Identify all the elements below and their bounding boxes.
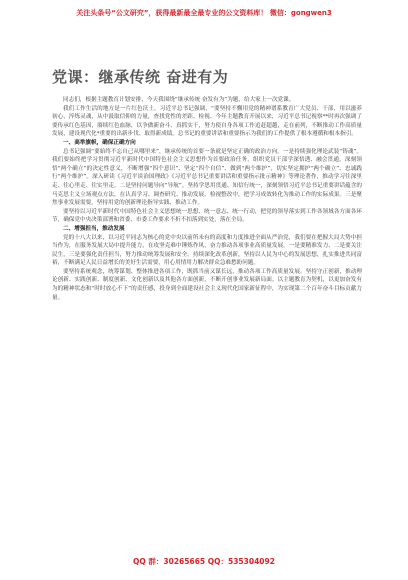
document-body [52,96,362,302]
document-title: 党课：继承传统 奋进有为 [52,68,229,86]
body-paragraph: 要坚持以习近平新时代中国特色社会主义思想统一思想、统一意志、统一行动，把党的领导落实到工作各领域各方面各环节，确保党中央决策部署和省委、市委工作要求不折不扣落到实处，落在全局。 [52,208,362,224]
promo-banner: 关注头条号“公文研究”，获得最新最全最专业的公文资料库！ 微信：gongwen3 [76,9,332,17]
contact-footer: QQ 群：30265665 QQ：535304092 [133,557,275,566]
body-paragraph: 我们工作生活的地方是一片红色沃土。习近平总书记强调，“要坚持不懈用党的精神谱系教育广大党员、干部，用以滋养初心、淬炼灵魂，从中汲取信仰的力量，查找党性的差距、检视、今年主题教育开展以来，习近平总书记视察**时再次强调了要传承红色基因，赓续红色血脉，以争做新奋斗、真抓实干，努力使自身各项工作追赶超越，走在前列，不断推动工作高质量发展，建设现代化*重要的出新步伐、取得新成绩。总书记的重要讲话和重要指示为我们的工作提供了根本遵循和根本指引。 [52,105,362,138]
section-heading: 一、高举旗帜，确保正确方向 [63,139,136,146]
section-heading: 二、增强担当，推动发展 [63,225,125,232]
body-paragraph: 要坚持系统观念，统筹谋划、整体推进各项工作，既抓当前又谋长远，推动各项工作高质量发展。坚持守正创新，推动理论创新、实践创新、制度创新、文化创新以及其他各方面创新，不断开创事业发展新局面。以主题教育为契机，以更加奋发有为的精神状态和“时时放心不下”的责任感，投身到全面建设社会主义现代化国家新征程中，为实现第二个百年奋斗目标贡献力量。 [52,268,362,301]
body-paragraph: 总书记强调“要始终不忘自己从哪里来”，继承传统的首要一条就是坚定正确的政治方向。一是持续强化理论武装“铸魂”。我们要始终把学习贯彻习近平新时代中国特色社会主义思想作为首要政治任务，组织党员干部学深悟透、融会贯通，深刻领悟“两个确立”的决定性意义，不断增强“四个意识”、坚定“四个自信”、做到“两个维护”，切实坚定拥护“两个确立”、忠诚践行“两个维护”。深入研读《习近平谈治国理政》《习近平总书记重要讲话和重要指示批示精神》等理论著作，推动学习往深里走、往心里走、往实里走。二是坚持问题导向“导航”。坚持学思用贯通、知信行统一，深刻领悟习近平总书记重要讲话蕴含的马克思主义立场观点方法，在认真学习、调查研究、推动发展、检视整改中，把学习成效转化为推动工作的实际成果。三是聚焦事业发展需要，坚持用党的创新理论指导实践、推动工作。 [52,148,362,207]
body-paragraph: 党的十八大以来，以习近平同志为核心的党中央以前所未有的高度和力度推进全面从严治党，我们要在把握大局大势中担当作为，在服务发展大局中提升能力，在攻坚克难中锤炼作风，奋力推动各项事业高质量发展。一是要精准发力、二是要关注民生，三是要强化责任担当，努力推动统筹发展和安全。持续深化改革创新，坚持以人民为中心的发展思想，扎实推进共同富裕，不断满足人民日益增长的美好生活需要，用心用情用力解决群众急难愁盼问题。 [52,234,362,267]
body-paragraph: 同志们，根据主题教育计划安排，今天我围绕“继承传统 奋发有为”为题，给大家上一次党课。 [63,97,295,103]
